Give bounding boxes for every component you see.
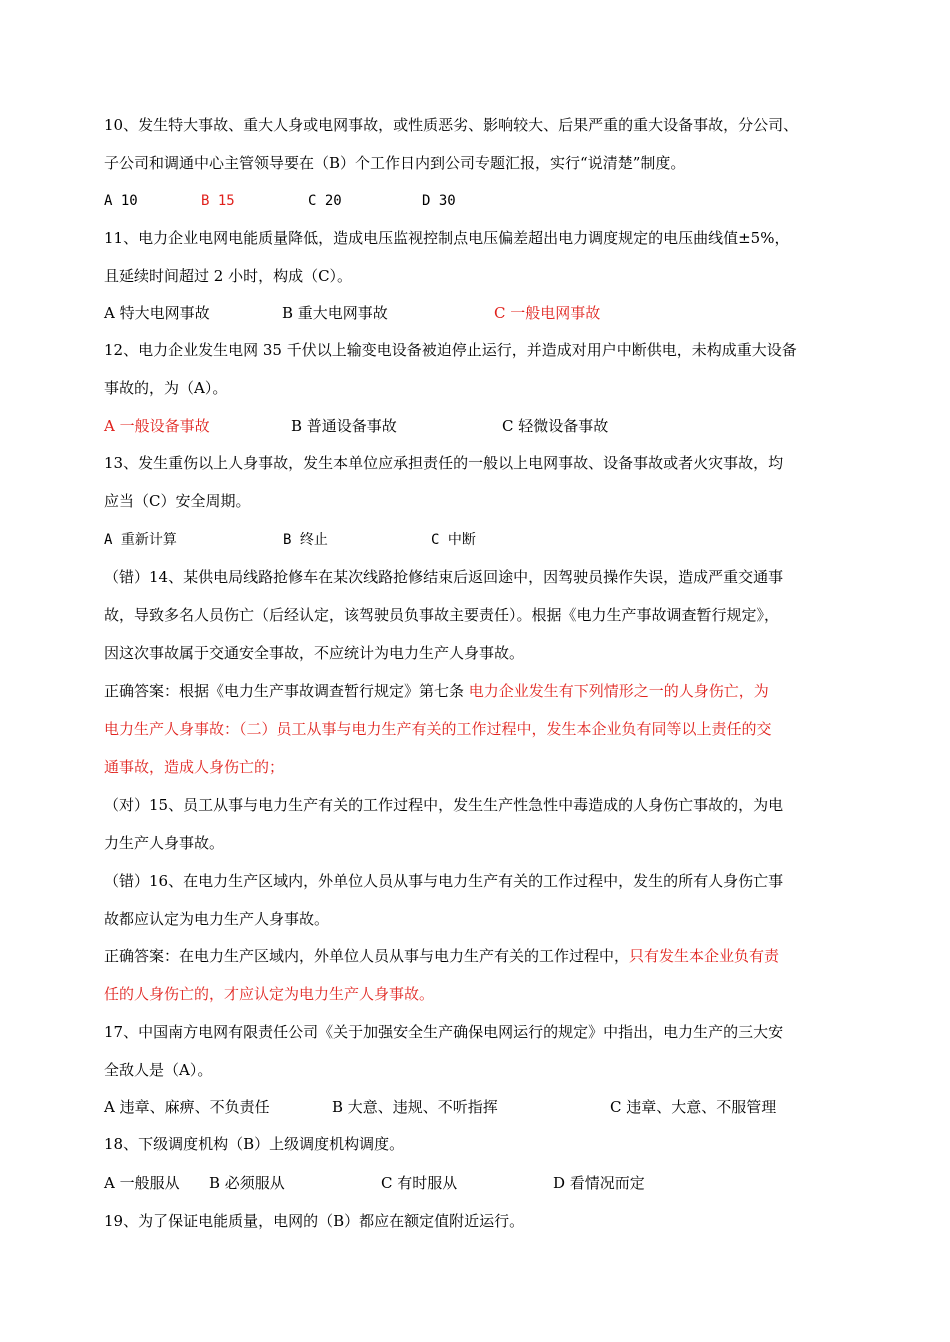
q10-option-a: A 10 [104,193,138,209]
q11-text-line1: 11、电力企业电网电能质量降低，造成电压监视控制点电压偏差超出电力调度规定的电压曲线值±5%， [104,229,790,247]
q16-answer-highlight: 只有发生本企业负有责 [629,947,780,965]
q17-text-line1: 17、中国南方电网有限责任公司《关于加强安全生产确保电网运行的规定》中指出，电力生产的三大安 [104,1023,784,1041]
q13-text-line2: 应当（C）安全周期。 [104,492,251,510]
q14-answer-line1 [104,681,856,701]
q12-text-line2: 事故的，为（A）。 [104,379,228,397]
q19-text-line1: 19、为了保证电能质量，电网的（B）都应在额定值附近运行。 [104,1212,525,1230]
q16-text-line1: （错）16、在电力生产区域内，外单位人员从事与电力生产有关的工作过程中，发生的所有人身伤亡事 [104,872,784,890]
q14-answer-highlight: 电力企业发生有下列情形之一的人身伤亡，为 [468,682,769,700]
q13-option-a: A 重新计算 [104,532,177,548]
q15-text-line2: 力生产人身事故。 [104,834,225,852]
q10-option-c: C 20 [308,193,342,209]
q16-text-line2: 故都应认定为电力生产人身事故。 [104,910,330,928]
q12-option-b: B 普通设备事故 [291,417,397,435]
q14-text-line2: 故，导致多名人员伤亡（后经认定，该驾驶员负事故主要责任）。根据《电力生产事故调查暂行规定》， [104,606,780,624]
q14-answer-line3: 通事故，造成人身伤亡的； [104,758,285,776]
q12-text-line1: 12、电力企业发生电网 35 千伏以上输变电设备被迫停止运行，并造成对用户中断供电，未构成重大设备 [104,341,797,359]
q13-text-line1: 13、发生重伤以上人身事故，发生本单位应承担责任的一般以上电网事故、设备事故或者火灾事故，均 [104,454,784,472]
q12-option-c: C 轻微设备事故 [502,417,609,435]
q17-text-line2: 全敌人是（A）。 [104,1061,213,1079]
q14-text-line1: （错）14、某供电局线路抢修车在某次线路抢修结束后返回途中，因驾驶员操作失误，造成严重交通事 [104,568,784,586]
q18-option-a: A 一般服从 [104,1174,180,1192]
q15-text-line1: （对）15、员工从事与电力生产有关的工作过程中，发生生产性急性中毒造成的人身伤亡事故的，为电 [104,796,784,814]
q14-text-line3: 因这次事故属于交通安全事故，不应统计为电力生产人身事故。 [104,644,525,662]
q13-option-c: C 中断 [431,532,476,548]
q16-answer-line1 [104,946,856,966]
q18-text-line1: 18、下级调度机构（B）上级调度机构调度。 [104,1135,405,1153]
q11-text-line2: 且延续时间超过 2 小时，构成（C）。 [104,267,353,285]
q16-answer-prefix: 正确答案：在电力生产区域内，外单位人员从事与电力生产有关的工作过程中， [104,947,630,965]
q17-option-c: C 违章、大意、不服管理 [610,1098,777,1116]
q11-option-a: A 特大电网事故 [104,304,210,322]
q10-text-line1: 10、发生特大事故、重大人身或电网事故，或性质恶劣、影响较大、后果严重的重大设备事故，分公司、 [104,116,799,134]
q10-option-d: D 30 [422,193,456,209]
q11-option-c-answer: C 一般电网事故 [494,304,601,322]
q12-option-a-answer: A 一般设备事故 [104,417,210,435]
q16-answer-line2: 任的人身伤亡的，才应认定为电力生产人身事故。 [104,985,435,1003]
q11-option-b: B 重大电网事故 [282,304,388,322]
q18-option-d: D 看情况而定 [553,1174,645,1192]
q17-option-a: A 违章、麻痹、不负责任 [104,1098,270,1116]
q10-text-line2: 子公司和调通中心主管领导要在（B）个工作日内到公司专题汇报，实行“说清楚”制度。 [104,154,686,172]
q10-option-b-answer: B 15 [201,193,235,209]
q14-answer-prefix: 正确答案：根据《电力生产事故调查暂行规定》第七条 [104,682,469,700]
q14-answer-line2: 电力生产人身事故：（二）员工从事与电力生产有关的工作过程中，发生本企业负有同等以上责任的交 [104,720,772,738]
q17-option-b: B 大意、违规、不听指挥 [332,1098,498,1116]
q13-option-b: B 终止 [283,532,328,548]
q18-option-c: C 有时服从 [381,1174,458,1192]
q18-option-b: B 必须服从 [209,1174,285,1192]
